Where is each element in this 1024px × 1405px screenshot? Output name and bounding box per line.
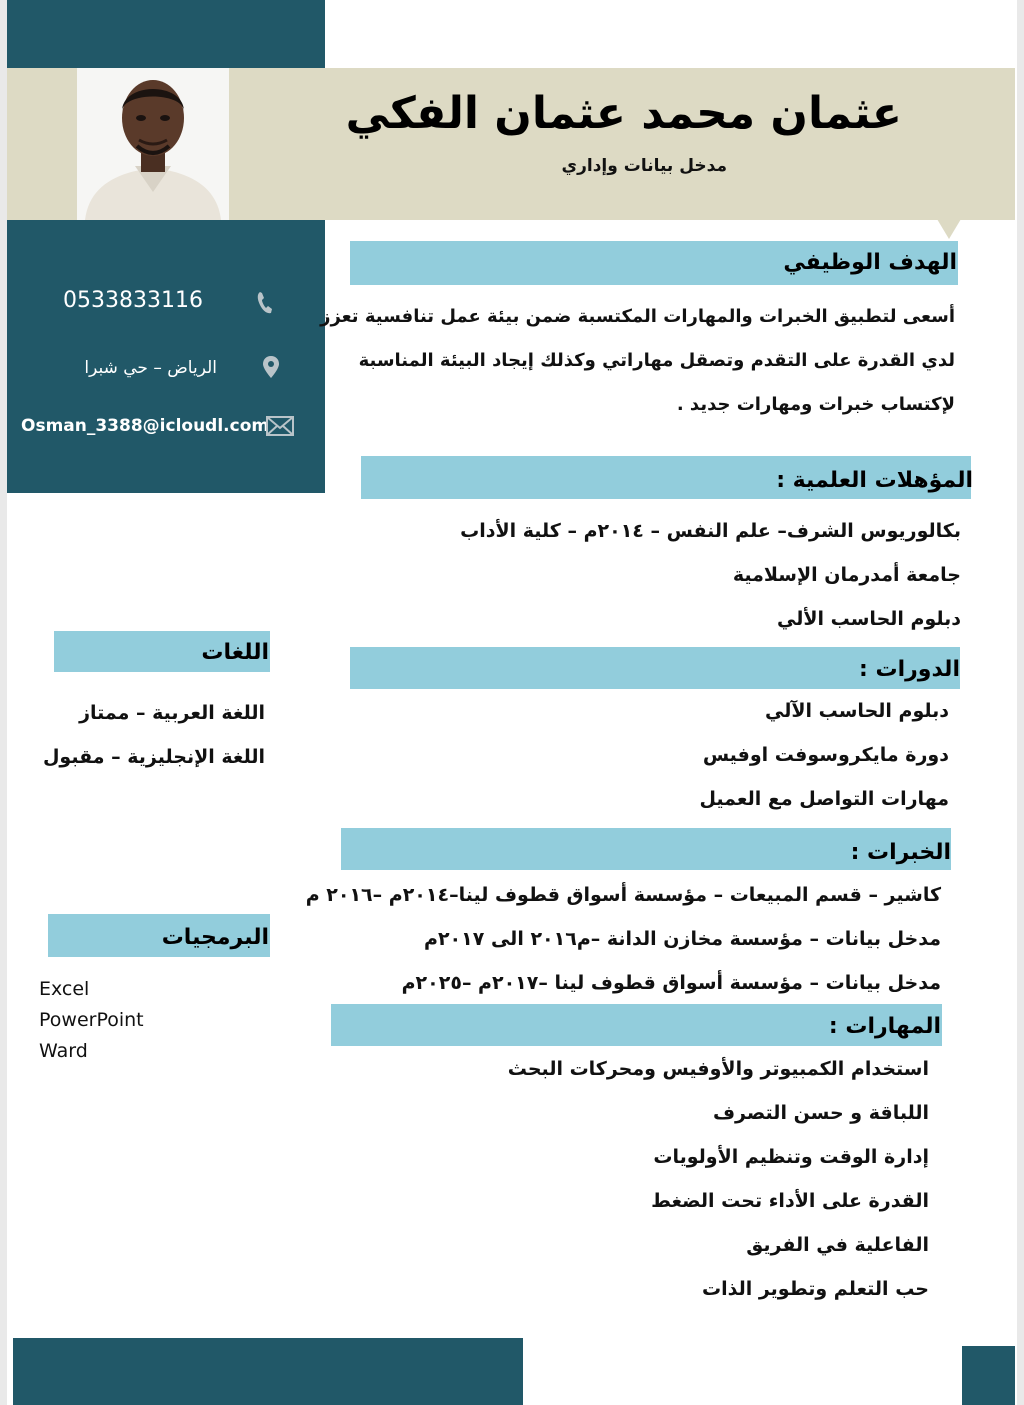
qualifications-heading: المؤهلات العلمية : [776, 468, 973, 493]
course-item: مهارات التواصل مع العميل [699, 788, 949, 810]
bottom-left-teal-block [13, 1338, 523, 1405]
languages-heading: اللغات [201, 640, 269, 665]
experience-item: مدخل بيانات – مؤسسة أسواق قطوف لينا –٢٠١٧م –٢٠٢٥م [401, 972, 941, 994]
objective-line: أسعى لتطبيق الخبرات والمهارات المكتسبة ضمن بيئة عمل تنافسية تعزز [320, 306, 955, 327]
objective-line: لدي القدرة على التقدم وتصقل مهاراتي وكذلك إيجاد البيئة المناسبة [358, 350, 955, 371]
qualification-item: بكالوريوس الشرف– علم النفس – ٢٠١٤م – كلية الأداب [460, 520, 961, 542]
language-item: اللغة الإنجليزية – مقبول [42, 746, 265, 768]
banner-pointer [937, 219, 961, 239]
software-list [39, 974, 144, 1067]
phone-number: 0533833116 [63, 288, 203, 313]
skill-item: القدرة على الأداء تحت الضغط [651, 1190, 929, 1212]
software-heading: البرمجيات [161, 925, 269, 950]
resume-page [7, 0, 1017, 1405]
software-item: Ward [39, 1040, 88, 1062]
skill-item: اللباقة و حسن التصرف [712, 1102, 929, 1124]
software-item: Excel [39, 978, 90, 1000]
email-address[interactable]: Osman_3388@icloudl.com [21, 416, 270, 436]
skill-item: إدارة الوقت وتنظيم الأولويات [653, 1146, 929, 1168]
experience-item: كاشير – قسم المبيعات – مؤسسة أسواق قطوف لينا–٢٠١٤م –٢٠١٦ م [305, 884, 941, 906]
skill-item: استخدام الكمبيوتر والأوفيس ومحركات البحث [507, 1058, 929, 1080]
software-item: PowerPoint [39, 1009, 144, 1031]
experience-item: مدخل بيانات – مؤسسة مخازن الدانة –م٢٠١٦ الى ٢٠١٧م [424, 928, 941, 950]
envelope-icon [266, 416, 294, 436]
full-name: عثمان محمد عثمان الفكي [345, 88, 902, 139]
objective-text [320, 295, 955, 427]
language-item: اللغة العربية – ممتاز [79, 702, 265, 724]
profile-photo [77, 68, 229, 220]
courses-heading: الدورات : [859, 657, 960, 682]
experience-heading: الخبرات : [850, 840, 951, 865]
objective-line: لإكتساب خبرات ومهارات جديد . [676, 394, 955, 415]
skill-item: الفاعلية في الفريق [746, 1234, 929, 1256]
qualification-item: جامعة أمدرمان الإسلامية [732, 564, 961, 586]
objective-heading: الهدف الوظيفي [783, 250, 957, 275]
phone-icon [256, 291, 274, 315]
skills-heading: المهارات : [828, 1014, 941, 1039]
qualification-item: دبلوم الحاسب الألي [777, 608, 961, 630]
skill-item: حب التعلم وتطوير الذات [702, 1278, 929, 1300]
job-title: مدخل بيانات وإداري [561, 156, 727, 176]
location-text: الرياض – حي شبرا [84, 358, 217, 378]
location-pin-icon [263, 356, 279, 378]
course-item: دورة مايكروسوفت اوفيس [702, 744, 949, 766]
top-left-teal-block [7, 0, 325, 70]
course-item: دبلوم الحاسب الآلي [765, 700, 949, 722]
bottom-right-teal-block [962, 1346, 1015, 1405]
